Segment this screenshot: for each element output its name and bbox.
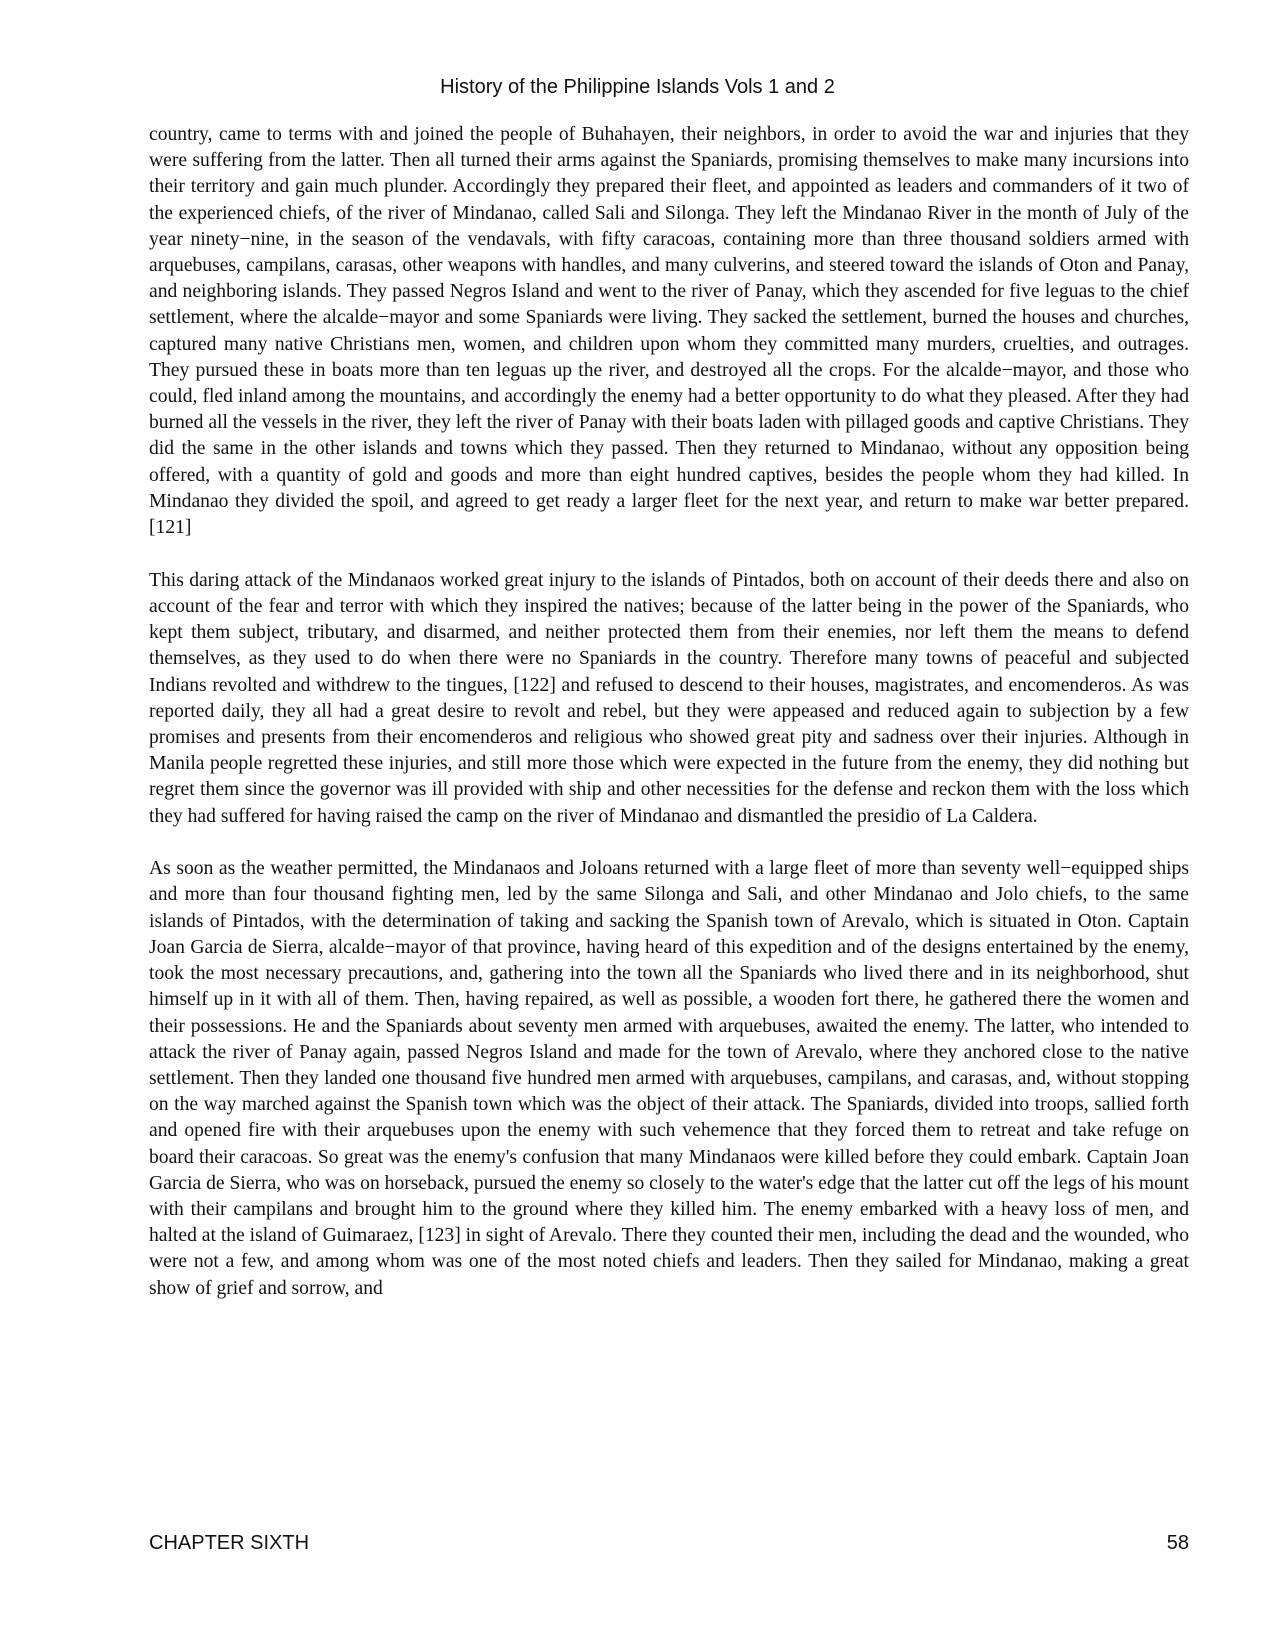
paragraph-2: This daring attack of the Mindanaos worked great injury to the islands of Pintados, both on account of their deeds there and also on account of the fear and terror with which they inspired the natives; because of the latter being in the power of the Spaniards, who kept them subject, tributary, and disarmed, and neither protected them from their enemies, nor left them the means to defend themselves, as they used to do when there were no Spaniards in the country. Therefore many towns of peaceful and subjected Indians revolted and withdrew to the tingues, [122] and refused to descend to their houses, magistrates, and encomenderos. As was reported daily, they all had a great desire to revolt and rebel, but they were appeased and reduced again to subjection by a few promises and presents from their encomenderos and religious who showed great pity and sadness over their injuries. Although in Manila people regretted these injuries, and still more those which were expected in the future from the enemy, they did nothing but regret them since the governor was ill provided with ship and other necessities for the defense and reckon them with the loss which they had suffered for having raised the camp on the river of Mindanao and dismantled the presidio of La Caldera. xyxy=(149,569,1189,827)
paragraph-1: country, came to terms with and joined the people of Buhahayen, their neighbors, in order to avoid the war and injuries that they were suffering from the latter. Then all turned their arms against the Spaniards, promising themselves to make many incursions into their territory and gain much plunder. Accordingly they prepared their fleet, and appointed as leaders and commanders of it two of the experienced chiefs, of the river of Mindanao, called Sali and Silonga. They left the Mindanao River in the month of July of the year ninety−nine, in the season of the vendavals, with fifty caracoas, containing more than three thousand soldiers armed with arquebuses, campilans, carasas, other weapons with handles, and many culverins, and steered toward the islands of Oton and Panay, and neighboring islands. They passed Negros Island and went to the river of Panay, which they ascended for five leguas to the chief settlement, where the alcalde−mayor and some Spaniards were living. They sacked the settlement, burned the houses and churches, captured many native Christians men, women, and children upon whom they committed many murders, cruelties, and outrages. They pursued these in boats more than ten leguas up the river, and destroyed all the crops. For the alcalde−mayor, and those who could, fled inland among the mountains, and accordingly the enemy had a better opportunity to do what they pleased. After they had burned all the vessels in the river, they left the river of Panay with their boats laden with pillaged goods and captive Christians. They did the same in the other islands and towns which they passed. Then they returned to Mindanao, without any opposition being offered, with a quantity of gold and goods and more than eight hundred captives, besides the people whom they had killed. In Mindanao they divided the spoil, and agreed to get ready a larger fleet for the next year, and return to make war better prepared. [121] xyxy=(149,124,1189,539)
paragraph-3: As soon as the weather permitted, the Mindanaos and Joloans returned with a large fleet of more than seventy well−equipped ships and more than four thousand fighting men, led by the same Silonga and Sali, and other Mindanao and Jolo chiefs, to the same islands of Pintados, with the determination of taking and sacking the Spanish town of Arevalo, which is situated in Oton. Captain Joan Garcia de Sierra, alcalde−mayor of that province, having heard of this expedition and of the designs entertained by the enemy, took the most necessary precautions, and, gathering into the town all the Spaniards who lived there and in its neighborhood, shut himself up in it with all of them. Then, having repaired, as well as possible, a wooden fort there, he gathered there the women and their possessions. He and the Spaniards about seventy men armed with arquebuses, awaited the enemy. The latter, who intended to attack the river of Panay again, passed Negros Island and made for the town of Arevalo, where they anchored close to the native settlement. Then they landed one thousand five hundred men armed with arquebuses, campilans, and carasas, and, without stopping on the way marched against the Spanish town which was the object of their attack. The Spaniards, divided into troops, sallied forth and opened fire with their arquebuses upon the enemy with such vehemence that they forced them to retreat and take refuge on board their caracoas. So great was the enemy's confusion that many Mindanaos were killed before they could embark. Captain Joan Garcia de Sierra, who was on horseback, pursued the enemy so closely to the water's edge that the latter cut off the legs of his mount with their campilans and brought him to the ground where they killed him. The enemy embarked with a heavy loss of men, and halted at the island of Guimaraez, [123] in sight of Arevalo. There they counted their men, including the dead and the wounded, who were not a few, and among whom was one of the most noted chiefs and leaders. Then they sailed for Mindanao, making a great show of grief and sorrow, and xyxy=(149,858,1189,1299)
page-number: 58 xyxy=(1166,1532,1189,1554)
running-header-title: History of the Philippine Islands Vols 1 and 2 xyxy=(440,76,835,98)
body-text xyxy=(149,122,1189,1328)
chapter-label: CHAPTER SIXTH xyxy=(149,1532,310,1554)
